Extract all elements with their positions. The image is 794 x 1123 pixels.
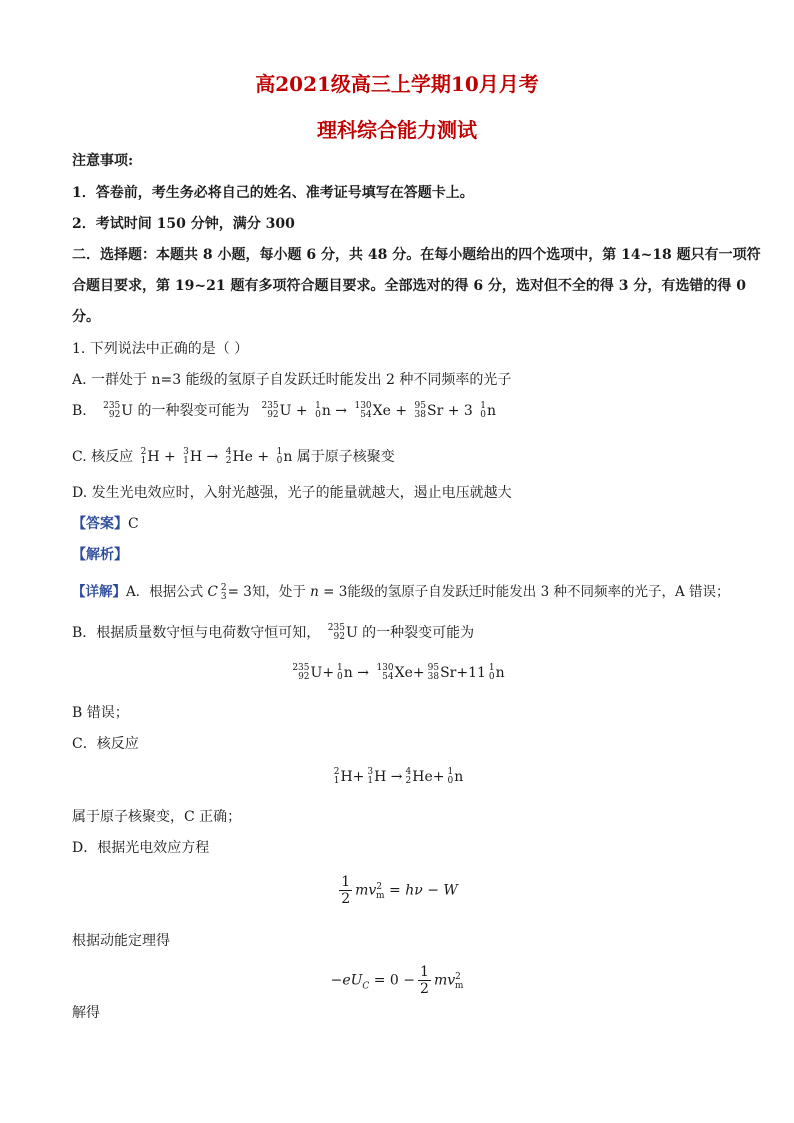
section-line-3: 分。 xyxy=(72,309,100,325)
c-right: 属于原子核聚变，C 正确； xyxy=(72,809,242,825)
kinetic-energy-equation: $-eU_C = 0$ − $\frac{1}{2}$ $mv^2_m$ xyxy=(330,964,464,997)
d-end: 解得 xyxy=(72,1005,100,1021)
d-head: D．根据光电效应方程 xyxy=(72,840,210,856)
photoelectric-equation: $\frac{1}{2}$ $mv^2_m = h\nu - W$ xyxy=(341,874,458,907)
option-c-suffix: 属于原子核聚变 xyxy=(296,449,395,465)
option-b-mid: U 的一种裂变可能为 xyxy=(121,403,250,419)
fusion-equation: 2 1 H+ 3 1 H → 4 2 He+ 1 0 n xyxy=(333,767,464,786)
section-line-1: 二．选择题：本题共 8 小题，每小题 6 分，共 48 分。在每小题给出的四个选项中，第 14~18 题只有一项符 xyxy=(72,247,761,263)
c-head: C．核反应 xyxy=(72,736,139,752)
analysis-label: 【解析】 xyxy=(72,547,128,563)
detail-b: B．根据质量数守恒与电荷数守恒可知， 235 92 U 的一种裂变可能为 xyxy=(72,623,475,642)
answer-label: 【答案】 xyxy=(72,516,128,532)
answer-value: C xyxy=(128,516,139,532)
option-b: B. 235 92 U 的一种裂变可能为 235 92 U + 1 0 n → 130 54 Xe + 95 38 Sr + 3 1 0 n xyxy=(72,401,497,420)
notes-item-2: 2．考试时间 150 分钟，满分 300 xyxy=(72,216,295,232)
answer-line xyxy=(72,515,139,533)
fission-equation: 235 92 U+ 1 0 n → 130 54 Xe+ 95 38 Sr+11 1 0 n xyxy=(292,663,505,682)
question-stem: 1. 下列说法中正确的是（ ） xyxy=(72,341,249,357)
section-line-2: 合题目要求，第 19~21 题有多项符合题目要求。全部选对的得 6 分，选对但不全的得 3 分，有选错的得 0 xyxy=(72,278,747,294)
exam-subtitle: 理科综合能力测试 xyxy=(317,118,477,142)
nuclide-u235: 235 92 xyxy=(103,401,121,420)
notes-heading: 注意事项: xyxy=(72,153,134,169)
option-d: D. 发生光电效应时，入射光越强，光子的能量就越大，遏止电压就越大 xyxy=(72,485,512,501)
option-c-prefix: C. 核反应 xyxy=(72,449,134,465)
detail-a: 【详解】A．根据公式 C 2 3 = 3知，处于 n = 3能级的氢原子自发跃迁时能发出 3 种不同频率的光子，A 错误； xyxy=(72,582,730,602)
option-c: C. 核反应 2 1 H + 3 1 H → 4 2 He + 1 0 n 属于原子核聚变 xyxy=(72,447,395,466)
option-b-prefix: B. xyxy=(72,403,87,419)
d-mid: 根据动能定理得 xyxy=(72,933,170,949)
exam-title: 高2021级高三上学期10月月考 xyxy=(255,72,539,96)
notes-item-1: 1．答卷前，考生务必将自己的姓名、准考证号填写在答题卡上。 xyxy=(72,185,474,201)
option-a: A. 一群处于 n=3 能级的氢原子自发跃迁时能发出 2 种不同频率的光子 xyxy=(72,372,512,388)
b-wrong: B 错误； xyxy=(72,705,129,721)
